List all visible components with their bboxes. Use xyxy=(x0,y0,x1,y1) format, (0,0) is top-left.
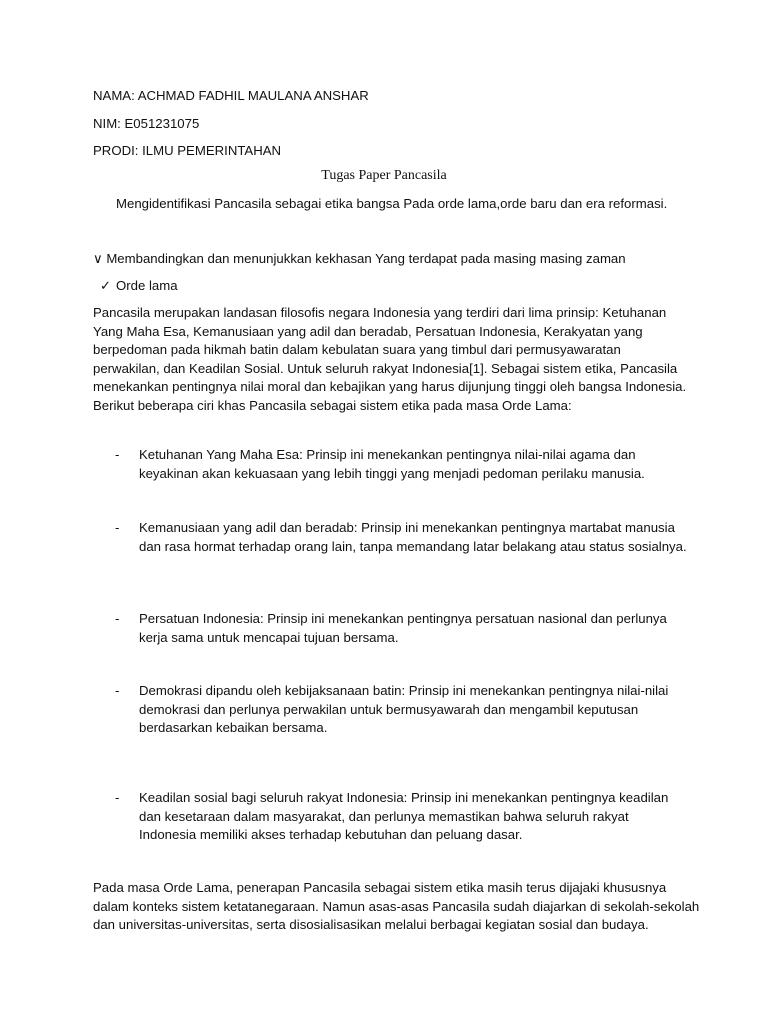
student-nim: NIM: E051231075 xyxy=(93,116,200,131)
list-dash: - xyxy=(115,611,120,626)
intro-paragraph xyxy=(93,304,693,416)
paragraph-line: Yang Maha Esa, Kemanusiaan yang adil dan beradab, Persatuan Indonesia, Kerakyatan yang xyxy=(93,323,643,339)
principle-line: Keadilan sosial bagi seluruh rakyat Indonesia: Prinsip ini menekankan pentingnya keadilan xyxy=(139,790,669,805)
paragraph-line: Berikut beberapa ciri khas Pancasila sebagai sistem etika pada masa Orde Lama: xyxy=(93,397,572,413)
list-dash: - xyxy=(115,683,120,698)
paragraph-line: menekankan pentingnya nilai moral dan kebajikan yang harus dijunjung tinggi oleh bangsa Indonesia. xyxy=(93,379,687,395)
section-label: Orde lama xyxy=(116,278,178,293)
paragraph-line: dan universitas-universitas, serta disosialisasikan melalui berbagai kegiatan sosial dan budaya. xyxy=(93,917,649,933)
paragraph-line: dalam konteks sistem ketatanegaraan. Namun asas-asas Pancasila sudah diajarkan di sekolah-sekolah xyxy=(93,898,700,914)
principle-line: berdasarkan kebaikan bersama. xyxy=(139,720,328,736)
principle-line: demokrasi dan perlunya perwakilan untuk bermusyawarah dan mengambil keputusan xyxy=(139,701,639,717)
paragraph-line: Pancasila merupakan landasan filosofis negara Indonesia yang terdiri dari lima prinsip: Ketuhanan xyxy=(93,305,667,320)
paragraph-line: berpedoman pada hikmah batin dalam kebulatan suara yang timbul dari permusyawaratan xyxy=(93,342,621,358)
paragraph-line: Pada masa Orde Lama, penerapan Pancasila sebagai sistem etika masih terus dijajaki khususnya xyxy=(93,880,667,895)
list-dash: - xyxy=(115,447,120,462)
principle-line: Persatuan Indonesia: Prinsip ini menekankan pentingnya persatuan nasional dan perlunya xyxy=(139,611,667,626)
student-name: NAMA: ACHMAD FADHIL MAULANA ANSHAR xyxy=(93,88,369,103)
document-title: Tugas Paper Pancasila xyxy=(321,168,447,183)
principle-line: Indonesia memiliki akses terhadap kebutuhan dan peluang dasar. xyxy=(139,827,523,843)
principle-line: keyakinan akan kekuasaan yang lebih tinggi yang menjadi pedoman perilaku manusia. xyxy=(139,465,645,481)
principle-line: Ketuhanan Yang Maha Esa: Prinsip ini menekankan pentingnya nilai-nilai agama dan xyxy=(139,447,636,462)
student-program: PRODI: ILMU PEMERINTAHAN xyxy=(93,143,282,158)
principle-line: dan kesetaraan dalam masyarakat, dan perlunya memastikan bahwa seluruh rakyat xyxy=(139,808,629,824)
principle-line: dan rasa hormat terhadap orang lain, tanpa memandang latar belakang atau status sosialnya. xyxy=(139,538,687,554)
comparison-heading: ∨ Membandingkan dan menunjukkan kekhasan Yang terdapat pada masing masing zaman xyxy=(93,251,626,266)
principle-line: Kemanusiaan yang adil dan beradab: Prinsip ini menekankan pentingnya martabat manusia xyxy=(139,520,675,535)
closing-paragraph xyxy=(93,879,700,935)
paragraph-line: perwakilan, dan Keadilan Sosial. Untuk seluruh rakyat Indonesia[1]. Sebagai sistem etika, Pancasila xyxy=(93,360,678,376)
section-orde-lama xyxy=(100,277,178,296)
list-dash: - xyxy=(115,790,120,805)
document-subtitle: Mengidentifikasi Pancasila sebagai etika bangsa Pada orde lama,orde baru dan era reformasi. xyxy=(116,196,668,211)
checkmark-icon: ✓ xyxy=(100,278,112,293)
principle-line: kerja sama untuk mencapai tujuan bersama. xyxy=(139,629,399,645)
list-dash: - xyxy=(115,520,120,535)
principle-line: Demokrasi dipandu oleh kebijaksanaan batin: Prinsip ini menekankan pentingnya nilai-nilai xyxy=(139,683,669,698)
